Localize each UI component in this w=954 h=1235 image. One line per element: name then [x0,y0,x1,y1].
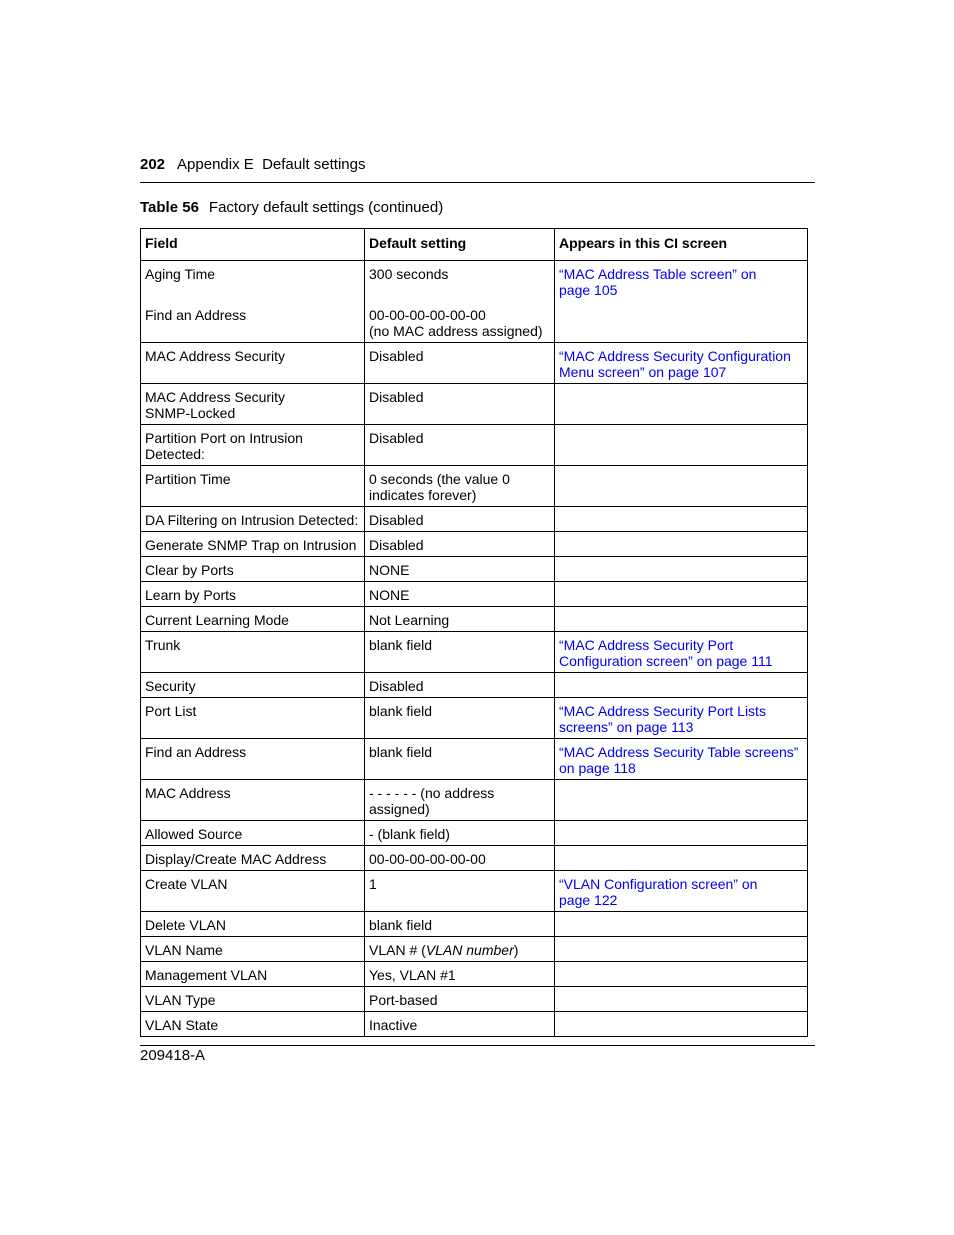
document-number: 209418-A [140,1047,206,1064]
default-value: 300 seconds [369,266,449,282]
ci-screen-cell [555,821,808,846]
field-cell [141,987,365,1012]
field-label: MAC Address [145,785,231,801]
table-row [141,962,808,987]
table-row [141,987,808,1012]
table-row [141,673,808,698]
default-cell [365,698,555,739]
table-row [141,532,808,557]
default-cell [365,466,555,507]
table-row [141,912,808,937]
field-cell [141,937,365,962]
default-cell [365,987,555,1012]
field-label: MAC Address Security [145,348,286,364]
table-number: Table 56 [140,199,199,216]
default-value-prefix: VLAN # ( [369,942,426,958]
default-value: 00-00-00-00-00-00 (no MAC address assigned) [369,307,543,339]
field-cell [141,912,365,937]
default-value-suffix: ) [513,942,519,958]
default-value: NONE [369,562,410,578]
default-value: - - - - - - (no address assigned) [369,785,495,817]
field-cell [141,532,365,557]
field-cell [141,673,365,698]
field-label: Port List [145,703,197,719]
table-row [141,780,808,821]
default-cell [365,821,555,846]
ci-screen-cell [555,607,808,632]
default-cell [365,739,555,780]
default-value: Not Learning [369,612,450,628]
default-cell [365,532,555,557]
ci-screen-cell [555,1012,808,1037]
table-row [141,466,808,507]
default-cell [365,780,555,821]
default-cell [365,507,555,532]
table-row [141,607,808,632]
table-row [141,739,808,780]
field-label: VLAN Type [145,992,216,1008]
field-cell [141,343,365,384]
default-value: blank field [369,917,433,933]
default-value: Yes, VLAN #1 [369,967,456,983]
field-label: Find an Address [145,744,247,760]
field-cell [141,425,365,466]
ci-screen-cell [555,507,808,532]
table-caption [140,199,443,216]
ci-screen-cell [555,846,808,871]
default-value: NONE [369,587,410,603]
ci-screen-cell [555,673,808,698]
ci-screen-cell [555,698,808,739]
ci-screen-link[interactable]: “MAC Address Security Port Lists screens” on page 113 [559,703,766,735]
field-cell [141,780,365,821]
default-cell [365,937,555,962]
table-row [141,582,808,607]
ci-screen-cell [555,384,808,425]
field-cell [141,582,365,607]
factory-defaults-table [140,228,808,1037]
default-cell [365,962,555,987]
ci-screen-cell [555,632,808,673]
field-cell [141,507,365,532]
default-value-italic: VLAN number [425,942,514,958]
default-value: Disabled [369,348,424,364]
field-label: VLAN Name [145,942,223,958]
field-cell [141,846,365,871]
ci-screen-cell [555,557,808,582]
ci-screen-cell [555,962,808,987]
field-cell [141,261,365,343]
default-cell [365,384,555,425]
ci-screen-cell [555,532,808,557]
ci-screen-cell [555,343,808,384]
field-cell [141,821,365,846]
footer-rule [140,1045,815,1046]
column-header-field: Field [141,229,365,261]
field-cell [141,1012,365,1037]
table-row [141,384,808,425]
field-label: VLAN State [145,1017,219,1033]
field-label: DA Filtering on Intrusion Detected: [145,512,359,528]
field-label: Trunk [145,637,181,653]
table-row [141,507,808,532]
default-value: blank field [369,703,433,719]
default-cell [365,846,555,871]
column-header-ci-screen: Appears in this CI screen [555,229,808,261]
field-cell [141,962,365,987]
ci-screen-link[interactable]: “MAC Address Security Table screens” on page 118 [559,744,799,776]
section-title: Appendix E Default settings [177,156,366,173]
page-header [140,156,365,173]
table-row [141,632,808,673]
field-label: MAC Address Security SNMP-Locked [145,389,286,421]
default-cell [365,673,555,698]
default-cell [365,425,555,466]
field-label: Partition Time [145,471,231,487]
field-label: Allowed Source [145,826,243,842]
column-header-default: Default setting [365,229,555,261]
default-value: Disabled [369,389,424,405]
table-row [141,937,808,962]
default-cell [365,607,555,632]
field-label: Security [145,678,196,694]
default-value: Disabled [369,537,424,553]
default-value: blank field [369,637,433,653]
table-row [141,871,808,912]
field-label: Delete VLAN [145,917,226,933]
ci-screen-cell [555,582,808,607]
field-label: Clear by Ports [145,562,234,578]
ci-screen-cell [555,912,808,937]
default-value: Port-based [369,992,438,1008]
table-row [141,698,808,739]
default-value: 0 seconds (the value 0 indicates forever) [369,471,510,503]
ci-screen-link[interactable]: “VLAN Configuration screen” on page 122 [559,876,758,908]
default-cell [365,343,555,384]
default-cell [365,261,555,343]
table-header-row [141,229,808,261]
field-cell [141,466,365,507]
field-label: Aging Time [145,266,216,282]
table-row [141,1012,808,1037]
table-title: Factory default settings (continued) [208,199,444,216]
default-cell [365,557,555,582]
table-row [141,557,808,582]
table-row [141,261,808,343]
default-cell [365,1012,555,1037]
default-value: Inactive [369,1017,418,1033]
default-cell [365,871,555,912]
ci-screen-cell [555,739,808,780]
ci-screen-link[interactable]: “MAC Address Table screen” on page 105 [559,266,757,298]
default-value: 1 [369,876,377,892]
default-value: Disabled [369,678,424,694]
field-cell [141,607,365,632]
field-label: Partition Port on Intrusion Detected: [145,430,303,462]
ci-screen-link[interactable]: “MAC Address Security Port Configuration screen” on page 111 [559,637,773,669]
table-row [141,343,808,384]
field-cell [141,557,365,582]
field-label: Generate SNMP Trap on Intrusion [145,537,357,553]
page-number: 202 [140,156,166,173]
field-label: Display/Create MAC Address [145,851,327,867]
default-value: blank field [369,744,433,760]
field-cell [141,871,365,912]
table-row [141,821,808,846]
field-cell [141,739,365,780]
field-label: Current Learning Mode [145,612,289,628]
default-value: - (blank field) [369,826,450,842]
ci-screen-cell [555,937,808,962]
field-label: Learn by Ports [145,587,237,603]
default-value: 00-00-00-00-00-00 [369,851,486,867]
field-cell [141,632,365,673]
header-rule [140,182,815,183]
table-row [141,425,808,466]
ci-screen-cell [555,425,808,466]
ci-screen-cell [555,466,808,507]
ci-screen-cell [555,987,808,1012]
field-cell [141,698,365,739]
default-value: Disabled [369,512,424,528]
default-cell [365,632,555,673]
table-row [141,846,808,871]
field-label: Find an Address [145,307,247,323]
field-cell [141,384,365,425]
ci-screen-link[interactable]: “MAC Address Security Configuration Menu screen” on page 107 [559,348,791,380]
field-label: Create VLAN [145,876,228,892]
default-value: Disabled [369,430,424,446]
default-cell [365,912,555,937]
field-label: Management VLAN [145,967,268,983]
default-cell [365,582,555,607]
ci-screen-cell [555,780,808,821]
ci-screen-cell [555,261,808,343]
ci-screen-cell [555,871,808,912]
